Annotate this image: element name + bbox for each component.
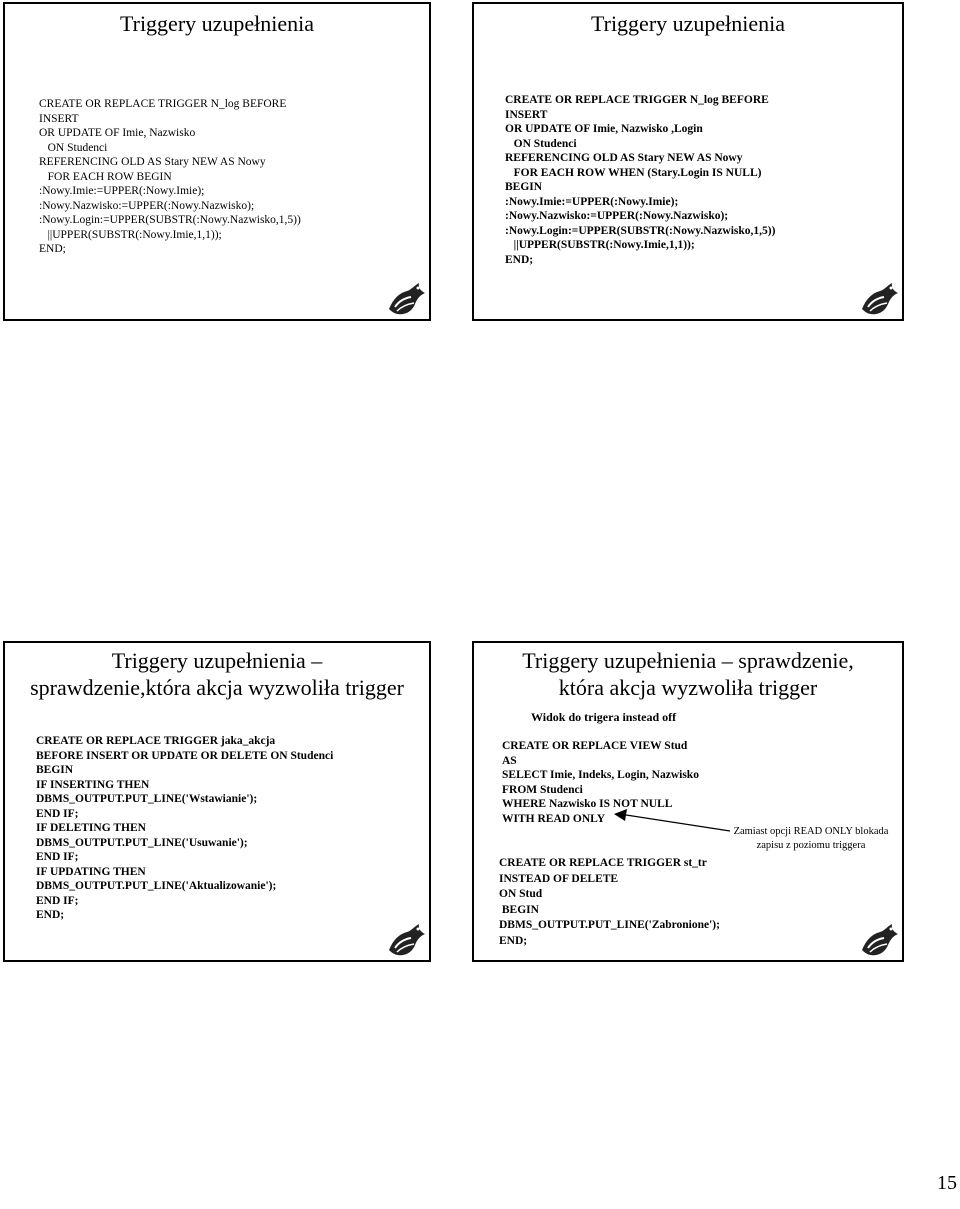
slide-2 — [472, 2, 904, 321]
page-number: 15 — [937, 1172, 957, 1194]
slide-subtitle: Widok do trigera instead off — [531, 710, 677, 724]
slide-title: Triggery uzupełnienia — [119, 11, 315, 36]
slide-4 — [472, 641, 904, 962]
code-block: CREATE OR REPLACE TRIGGER N_log BEFORE INSERT OR UPDATE OF Imie, Nazwisko ON Studenci REFERENCING OLD AS Stary NEW AS Nowy FOR EACH ROW BEGIN :Nowy.Imie:=UPPER(:Nowy.Imie); :Nowy.Nazwisko:=UPPER(:Nowy.Nazwisko); :Nowy.Login:=UPPER(SUBSTR(:Nowy.Nazwisko,1,5)) ||UPPER(SUBSTR(:Nowy.Imie,1,1)); END; — [39, 98, 301, 255]
trigger-code-block: CREATE OR REPLACE TRIGGER st_tr INSTEAD OF DELETE ON Stud BEGIN DBMS_OUTPUT.PUT_LINE('Zabronione'); END; — [499, 857, 720, 947]
logo-icon — [858, 279, 900, 317]
logo-icon — [385, 920, 427, 958]
slide-title: Triggery uzupełnienia — [590, 11, 786, 36]
annotation-note: Zamiast opcji READ ONLY blokada zapisu z poziomu triggera — [733, 826, 889, 851]
slide-1 — [3, 2, 431, 321]
slide-title-line-2: sprawdzenie,która akcja wyzwoliła trigger — [30, 675, 404, 700]
slide-3 — [3, 641, 431, 962]
annotation-arrow-icon — [474, 643, 904, 962]
code-block: CREATE OR REPLACE TRIGGER N_log BEFORE INSERT OR UPDATE OF Imie, Nazwisko ,Login ON Studenci REFERENCING OLD AS Stary NEW AS Nowy FOR EACH ROW WHEN (Stary.Login IS NULL) BEGIN :Nowy.Imie:=UPPER(:Nowy.Imie); :Nowy.Nazwisko:=UPPER(:Nowy.Nazwisko); :Nowy.Login:=UPPER(SUBSTR(:Nowy.Nazwisko,1,5)) ||UPPER(SUBSTR(:Nowy.Imie,1,1)); END; — [505, 94, 776, 266]
slide-title — [5, 647, 429, 701]
slide-title-line-1: Triggery uzupełnienia – sprawdzenie, — [522, 648, 854, 673]
logo-icon — [385, 279, 427, 317]
logo-icon — [858, 920, 900, 958]
slide-title-line-1: Triggery uzupełnienia – — [111, 648, 323, 673]
code-block: CREATE OR REPLACE TRIGGER jaka_akcja BEFORE INSERT OR UPDATE OR DELETE ON Studenci BEGIN IF INSERTING THEN DBMS_OUTPUT.PUT_LINE('Wstawianie'); END IF; IF DELETING THEN DBMS_OUTPUT.PUT_LINE('Usuwanie'); END IF; IF UPDATING THEN DBMS_OUTPUT.PUT_LINE('Aktualizowanie'); END IF; END; — [36, 735, 334, 921]
slide-title-line-2: która akcja wyzwoliła trigger — [558, 675, 818, 700]
view-code-block: CREATE OR REPLACE VIEW Stud AS SELECT Imie, Indeks, Login, Nazwisko FROM Studenci WHERE Nazwisko IS NOT NULL WITH READ ONLY — [502, 740, 699, 825]
